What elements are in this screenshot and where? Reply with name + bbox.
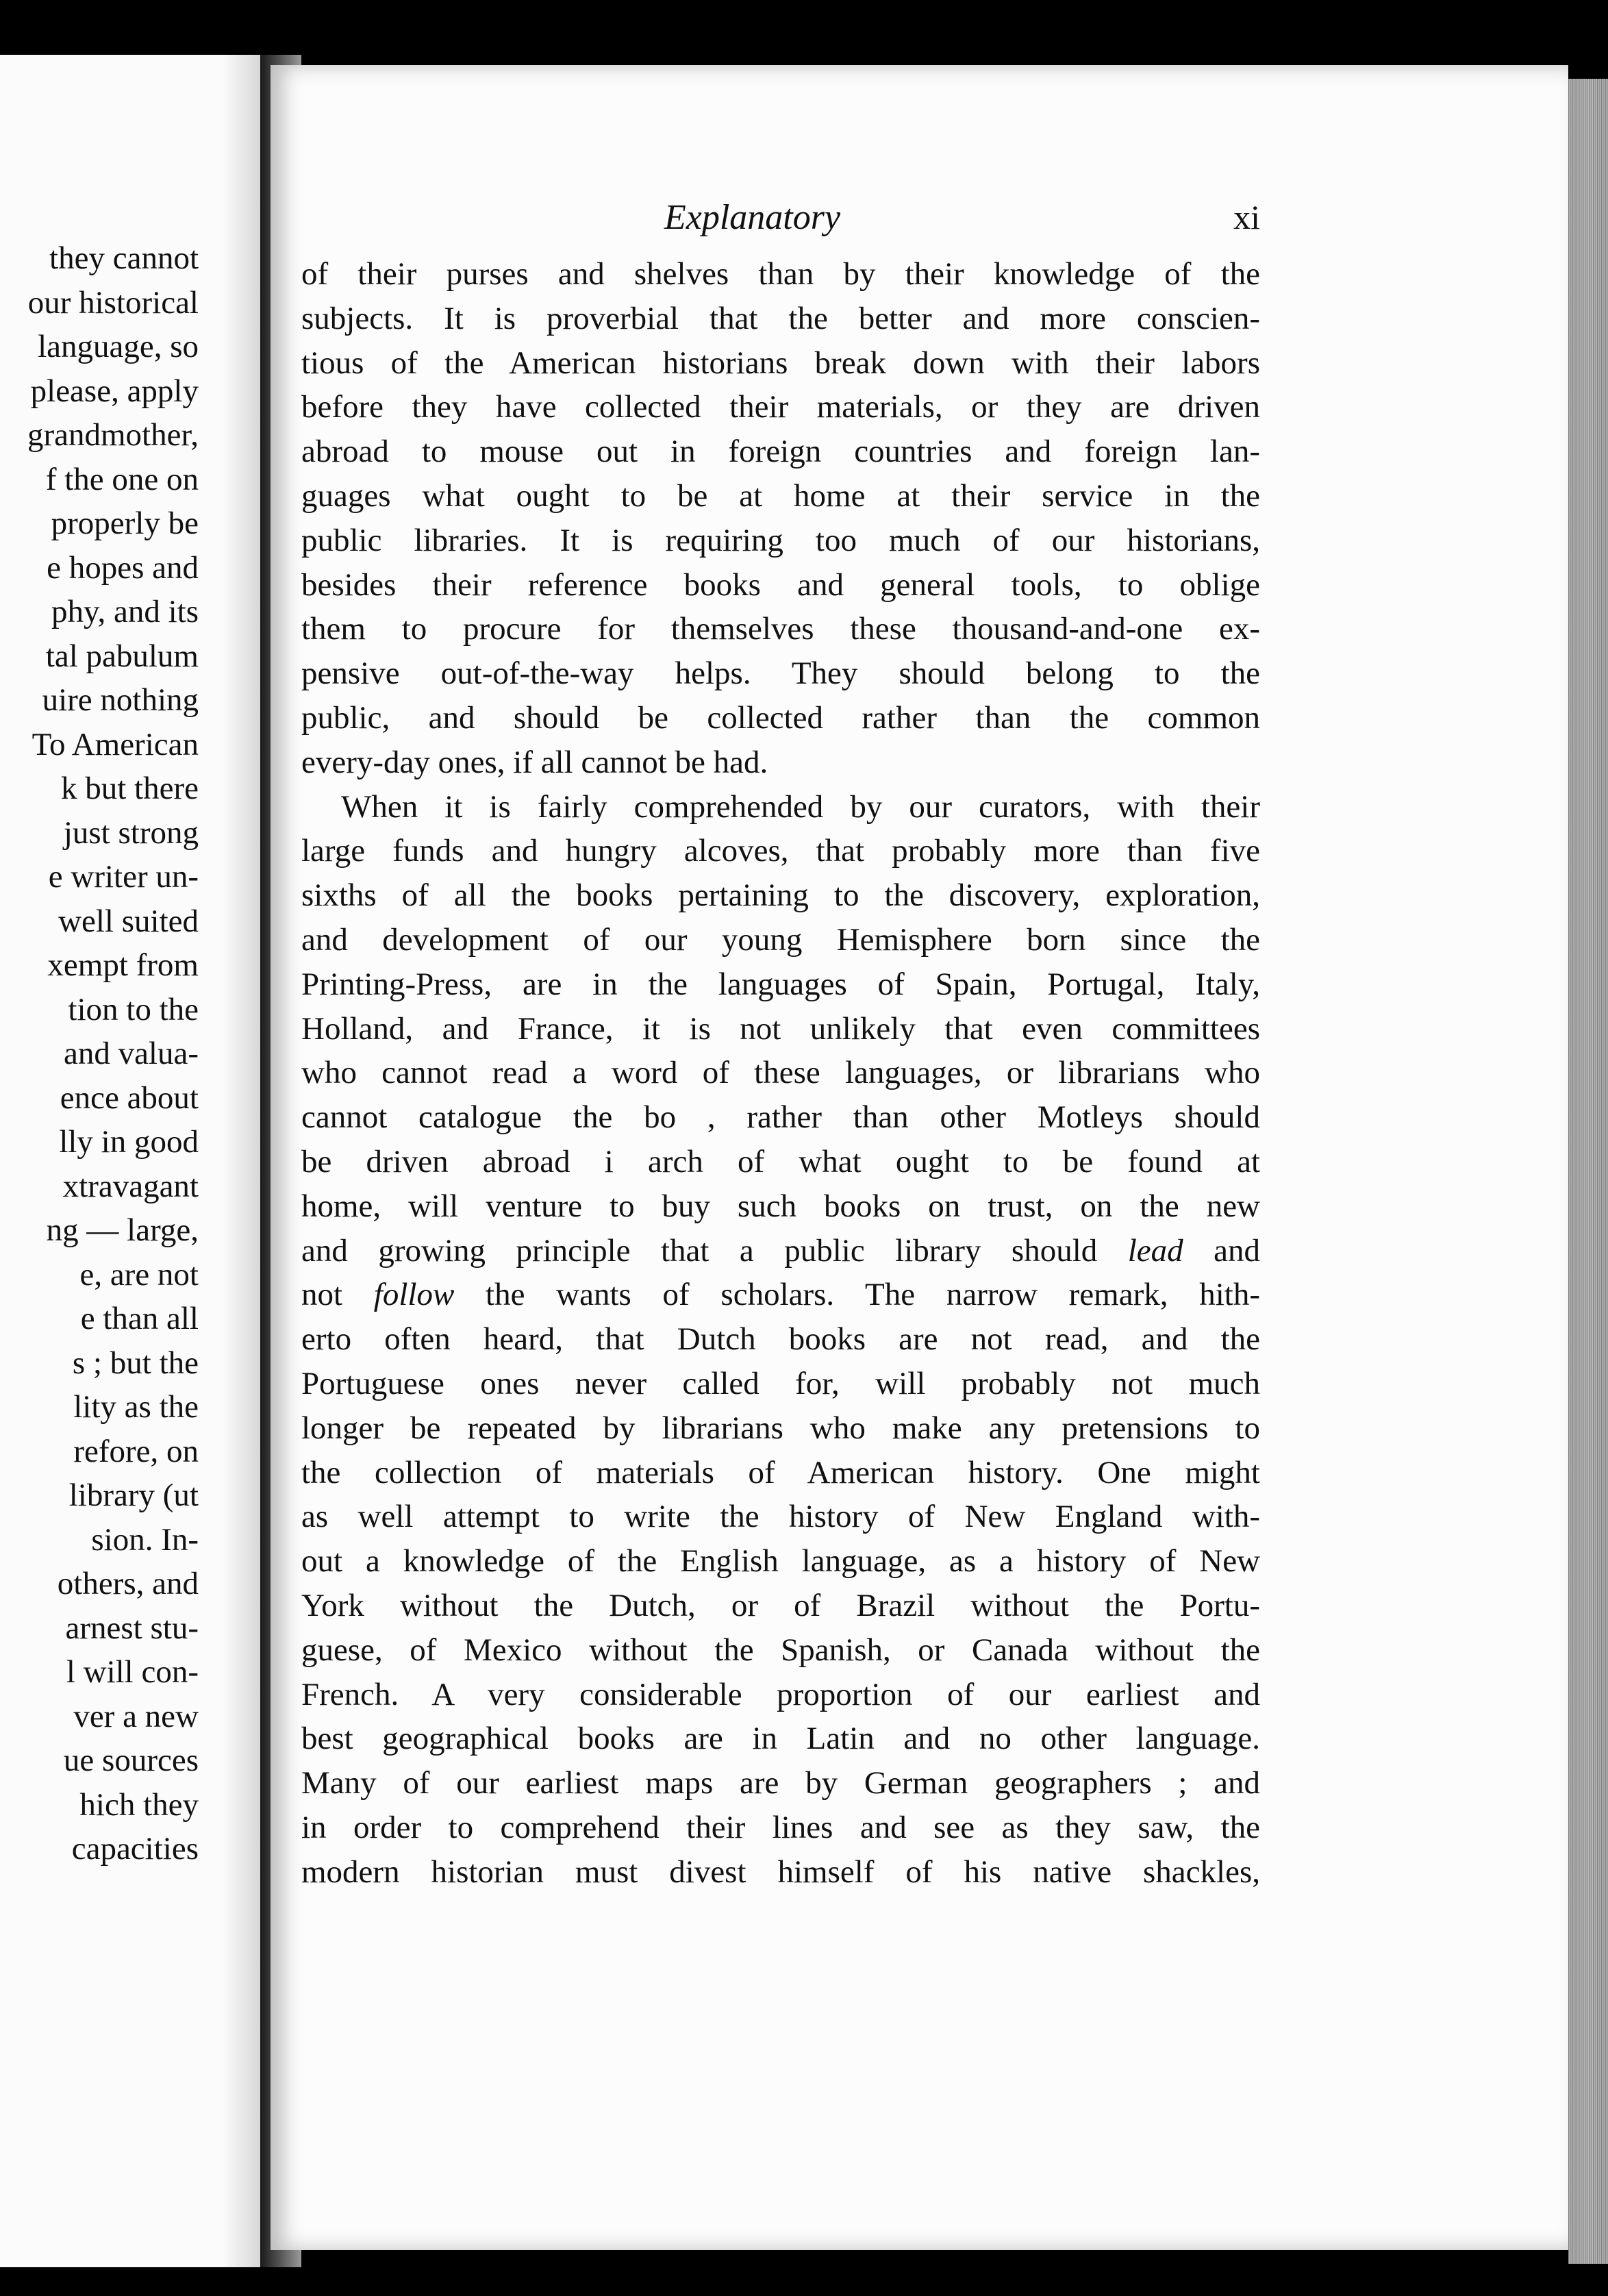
text-line: public libraries. It is requiring too much of our historians, [301, 522, 1260, 558]
text-line: modern historian must divest himself of his native shackles, [301, 1854, 1260, 1890]
text-line: the collection of materials of American history. One might [301, 1454, 1260, 1490]
text-line: cannot catalogue the bo , rather than other Motleys should [301, 1099, 1260, 1136]
text-fragment: the wants of scholars. The narrow remark, hith- [454, 1277, 1260, 1313]
left-page-line: ue sources [63, 1743, 199, 1778]
text-line: Printing-Press, are in the languages of Spain, Portugal, Italy, [301, 966, 1260, 1002]
text-line: every-day ones, if all cannot be had. [301, 744, 768, 780]
left-page-line: others, and [57, 1566, 199, 1601]
text-line: abroad to mouse out in foreign countries and foreign lan- [301, 434, 1260, 470]
left-page-line: xempt from [47, 947, 199, 983]
left-page-line: e, are not [79, 1256, 199, 1293]
left-page-line: tion to the [68, 991, 199, 1027]
text-line: York without the Dutch, or of Brazil without the Portu- [301, 1587, 1260, 1623]
left-page-line: refore, on [73, 1433, 199, 1469]
left-page-text [0, 236, 199, 1871]
left-page-line: lly in good [59, 1124, 199, 1160]
left-page-line: they cannot [49, 240, 199, 276]
text-line: who cannot read a word of these languages, or librarians who [301, 1055, 1260, 1091]
text-line: French. A very considerable proportion of our earliest and [301, 1676, 1260, 1712]
paragraph-2 [301, 785, 1260, 1895]
left-page-line: e than all [80, 1301, 199, 1336]
left-page-line: language, so [38, 329, 199, 364]
left-page-line: capacities [71, 1831, 199, 1867]
text-line: besides their reference books and general tools, to oblige [301, 566, 1260, 603]
text-line: Many of our earliest maps are by German geographers ; and [301, 1765, 1260, 1801]
text-line: erto often heard, that Dutch books are not read, and the [301, 1321, 1260, 1358]
left-page-line: properly be [51, 506, 199, 541]
left-page-line: hich they [79, 1786, 199, 1823]
text-line: large funds and hungry alcoves, that probably more than five [301, 833, 1260, 869]
body-text [301, 252, 1260, 1894]
left-page-line: please, apply [30, 373, 199, 409]
left-page-line: ver a new [73, 1698, 199, 1734]
left-facing-page [0, 55, 271, 2267]
left-page-line: phy, and its [51, 594, 199, 629]
text-line: of their purses and shelves than by their knowledge of the [301, 256, 1260, 292]
left-page-line: library (ut [68, 1477, 199, 1513]
paragraph-1 [301, 252, 1260, 785]
page-number: xi [1233, 198, 1260, 236]
left-page-line: arnest stu- [65, 1610, 199, 1646]
left-page-line: our historical [27, 284, 199, 321]
text-line: be driven abroad i arch of what ought to be found at [301, 1143, 1260, 1180]
text-line: before they have collected their materials, or they are driven [301, 389, 1260, 425]
text-line: tious of the American historians break down with their labors [301, 345, 1260, 381]
running-head [301, 197, 1260, 245]
left-page-line: well suited [58, 903, 199, 939]
emphasis-follow: follow [373, 1277, 455, 1313]
text-line: and development of our young Hemisphere born since the [301, 921, 1260, 958]
text-line [301, 1273, 1260, 1317]
left-page-line: f the one on [45, 461, 199, 497]
left-page-line: k but there [61, 771, 199, 806]
left-page-line: just strong [63, 814, 199, 851]
left-page-line: and valua- [63, 1036, 199, 1071]
left-page-line: grandmother, [27, 417, 199, 453]
emphasis-lead: lead [1127, 1232, 1183, 1269]
left-page-line: xtravagant [62, 1168, 199, 1204]
left-page-line: s ; but the [72, 1345, 199, 1381]
text-line: as well attempt to write the history of New England with- [301, 1499, 1260, 1535]
left-page-line: e hopes and [47, 549, 199, 586]
left-page-line: l will con- [66, 1654, 199, 1690]
left-page-line: To American [32, 726, 199, 762]
text-line: them to procure for themselves these thousand-and-one ex- [301, 611, 1260, 647]
text-line: subjects. It is proverbial that the better and more conscien- [301, 300, 1260, 336]
text-line: Holland, and France, it is not unlikely that even committees [301, 1010, 1260, 1047]
page-edges [1568, 79, 1608, 2264]
left-page-line: tal pabulum [45, 638, 199, 674]
left-page-line: uire nothing [42, 682, 199, 718]
text-fragment: and growing principle that a public library should [301, 1232, 1128, 1269]
left-page-line: ence about [60, 1080, 199, 1116]
text-line: home, will venture to buy such books on trust, on the new [301, 1188, 1260, 1224]
left-page-line: e writer un- [48, 859, 199, 895]
text-line: guese, of Mexico without the Spanish, or Canada without the [301, 1632, 1260, 1668]
text-line: pensive out-of-the-way helps. They should belong to the [301, 656, 1260, 692]
text-line: sixths of all the books pertaining to the discovery, exploration, [301, 877, 1260, 914]
text-line: longer be repeated by librarians who make any pretensions to [301, 1410, 1260, 1446]
text-line: out a knowledge of the English language, as a history of New [301, 1543, 1260, 1580]
text-line [301, 1229, 1260, 1273]
text-line: in order to comprehend their lines and see as they saw, the [301, 1809, 1260, 1845]
left-page-line: sion. In- [91, 1521, 199, 1558]
text-fragment: and [1183, 1232, 1260, 1269]
text-line: public, and should be collected rather than the common [301, 699, 1260, 736]
text-line: When it is fairly comprehended by our curators, with their [341, 788, 1260, 825]
text-line: Portuguese ones never called for, will probably not much [301, 1365, 1260, 1401]
text-line: guages what ought to be at home at their service in the [301, 477, 1260, 514]
running-title: Explanatory [664, 198, 841, 237]
left-page-line: lity as the [73, 1389, 199, 1425]
text-line: best geographical books are in Latin and no other language. [301, 1721, 1260, 1757]
left-page-line: ng — large, [46, 1212, 199, 1248]
text-fragment: not [301, 1277, 374, 1313]
